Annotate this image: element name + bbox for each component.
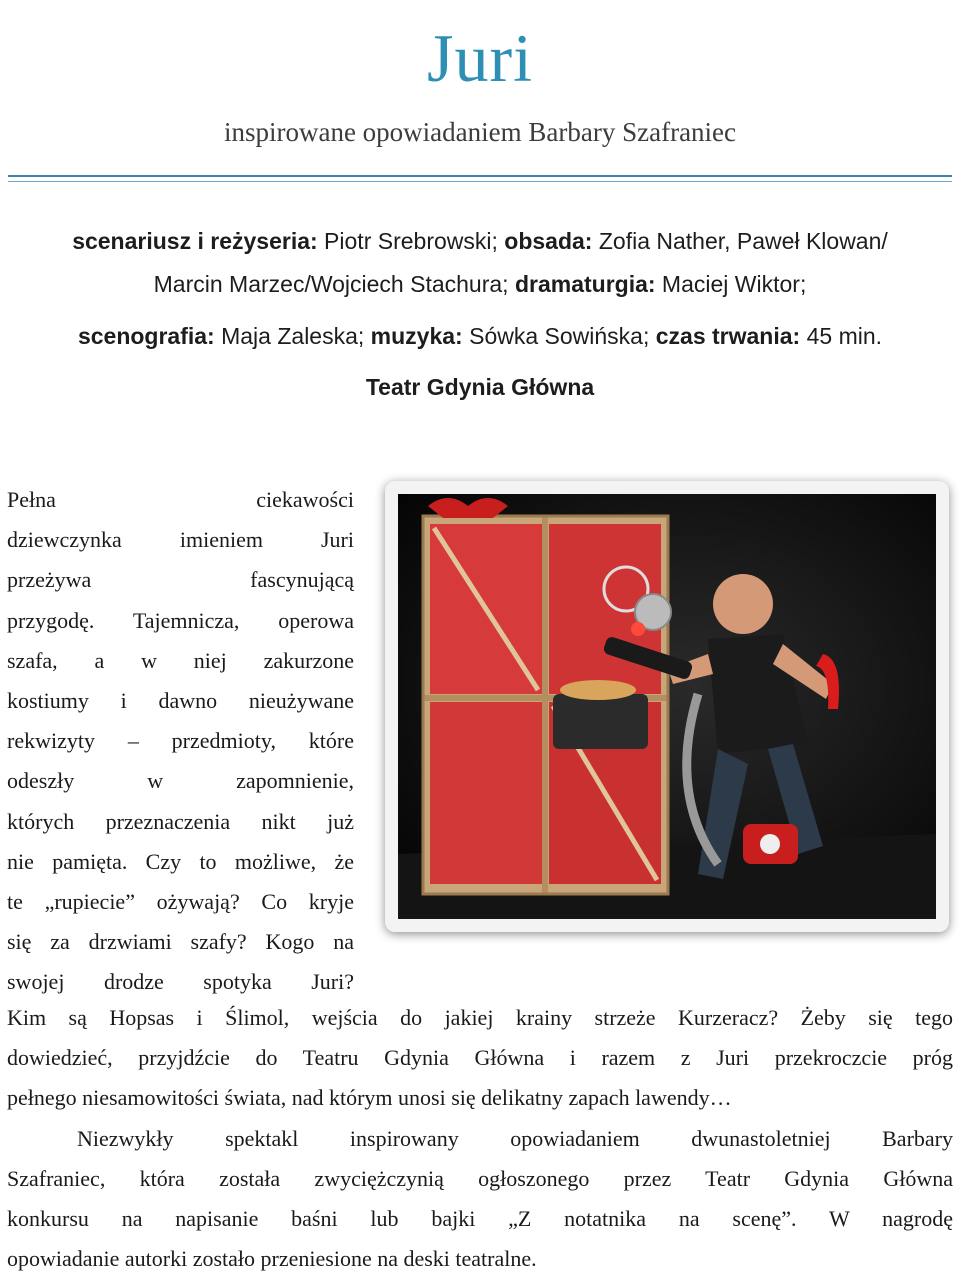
text-line: Niezwykły spektakl inspirowany opowiadaniem dwunastoletniej Barbary (77, 1125, 953, 1151)
text-line: dowiedzieć, przyjdźcie do Teatru Gdynia Główna i razem z Juri przekroczcie próg (7, 1045, 953, 1071)
text-line: przeżywa fascynującą (7, 567, 354, 593)
text-line: odeszły w zapomnienie, (7, 768, 354, 794)
text-line: kostiumy i dawno nieużywane (7, 687, 354, 713)
text-line: Szafraniec, która została zwyciężczynią ogłoszonego przez Teatr Gdynia Główna (7, 1165, 953, 1191)
text-line: pełnego niesamowitości świata, nad którym unosi się delikatny zapach lawendy… (7, 1085, 732, 1111)
main-paragraph (7, 998, 953, 1279)
text-line: konkursu na napisanie baśni lub bajki „Z notatnika na scenę”. W nagrodę (7, 1205, 953, 1231)
theatre-name: Teatr Gdynia Główna (365, 374, 595, 400)
page-title: Juri (427, 20, 533, 96)
text-line: rekwizyty – przedmioty, które (7, 728, 354, 754)
credit-label: scenografia: (77, 323, 215, 349)
credits-line-2 (0, 271, 960, 298)
page-subtitle: inspirowane opowiadaniem Barbary Szafraniec (223, 117, 737, 147)
intro-paragraph (7, 480, 354, 1002)
text-line: przygodę. Tajemnicza, operowa (7, 607, 354, 633)
text-line: swojej drodze spotyka Juri? (7, 969, 354, 995)
text-line: opowiadanie autorki zostało przeniesione na deski teatralne. (7, 1246, 537, 1272)
header-divider-thin (8, 181, 952, 182)
text-line: nie pamięta. Czy to możliwe, że (7, 848, 354, 874)
credit-label: czas trwania: (655, 323, 801, 349)
performance-photo (398, 494, 936, 919)
text-line: Pełna ciekawości (7, 487, 354, 512)
performance-photo-frame (385, 481, 949, 932)
text-line: dziewczynka imieniem Juri (7, 527, 354, 553)
credits-line-1 (0, 228, 960, 255)
credits-line-3 (0, 323, 960, 350)
credit-label: scenariusz i reżyseria: (72, 228, 318, 254)
photo-illustration (398, 494, 936, 919)
header-divider (8, 175, 952, 177)
credit-label: obsada: (504, 228, 593, 254)
text-line: się za drzwiami szafy? Kogo na (7, 929, 354, 955)
credit-value: Zofia Nather, Paweł Klowan/ (592, 228, 888, 254)
credit-label: muzyka: (370, 323, 463, 349)
credit-label: dramaturgia: (514, 271, 656, 297)
text-line: te „rupiecie” ożywają? Co kryje (7, 888, 354, 914)
credit-value: Sówka Sowińska; (462, 323, 656, 349)
credit-value: Maja Zaleska; (214, 323, 371, 349)
credit-value: Piotr Srebrowski; (317, 228, 505, 254)
credit-value: Marcin Marzec/Wojciech Stachura; (153, 271, 515, 297)
text-line: szafa, a w niej zakurzone (7, 647, 354, 673)
text-line: których przeznaczenia nikt już (7, 808, 354, 834)
credit-value: Maciej Wiktor; (655, 271, 807, 297)
credit-value: 45 min. (800, 323, 883, 349)
text-line: Kim są Hopsas i Ślimol, wejścia do jakiej krainy strzeże Kurzeracz? Żeby się tego (7, 1005, 953, 1030)
